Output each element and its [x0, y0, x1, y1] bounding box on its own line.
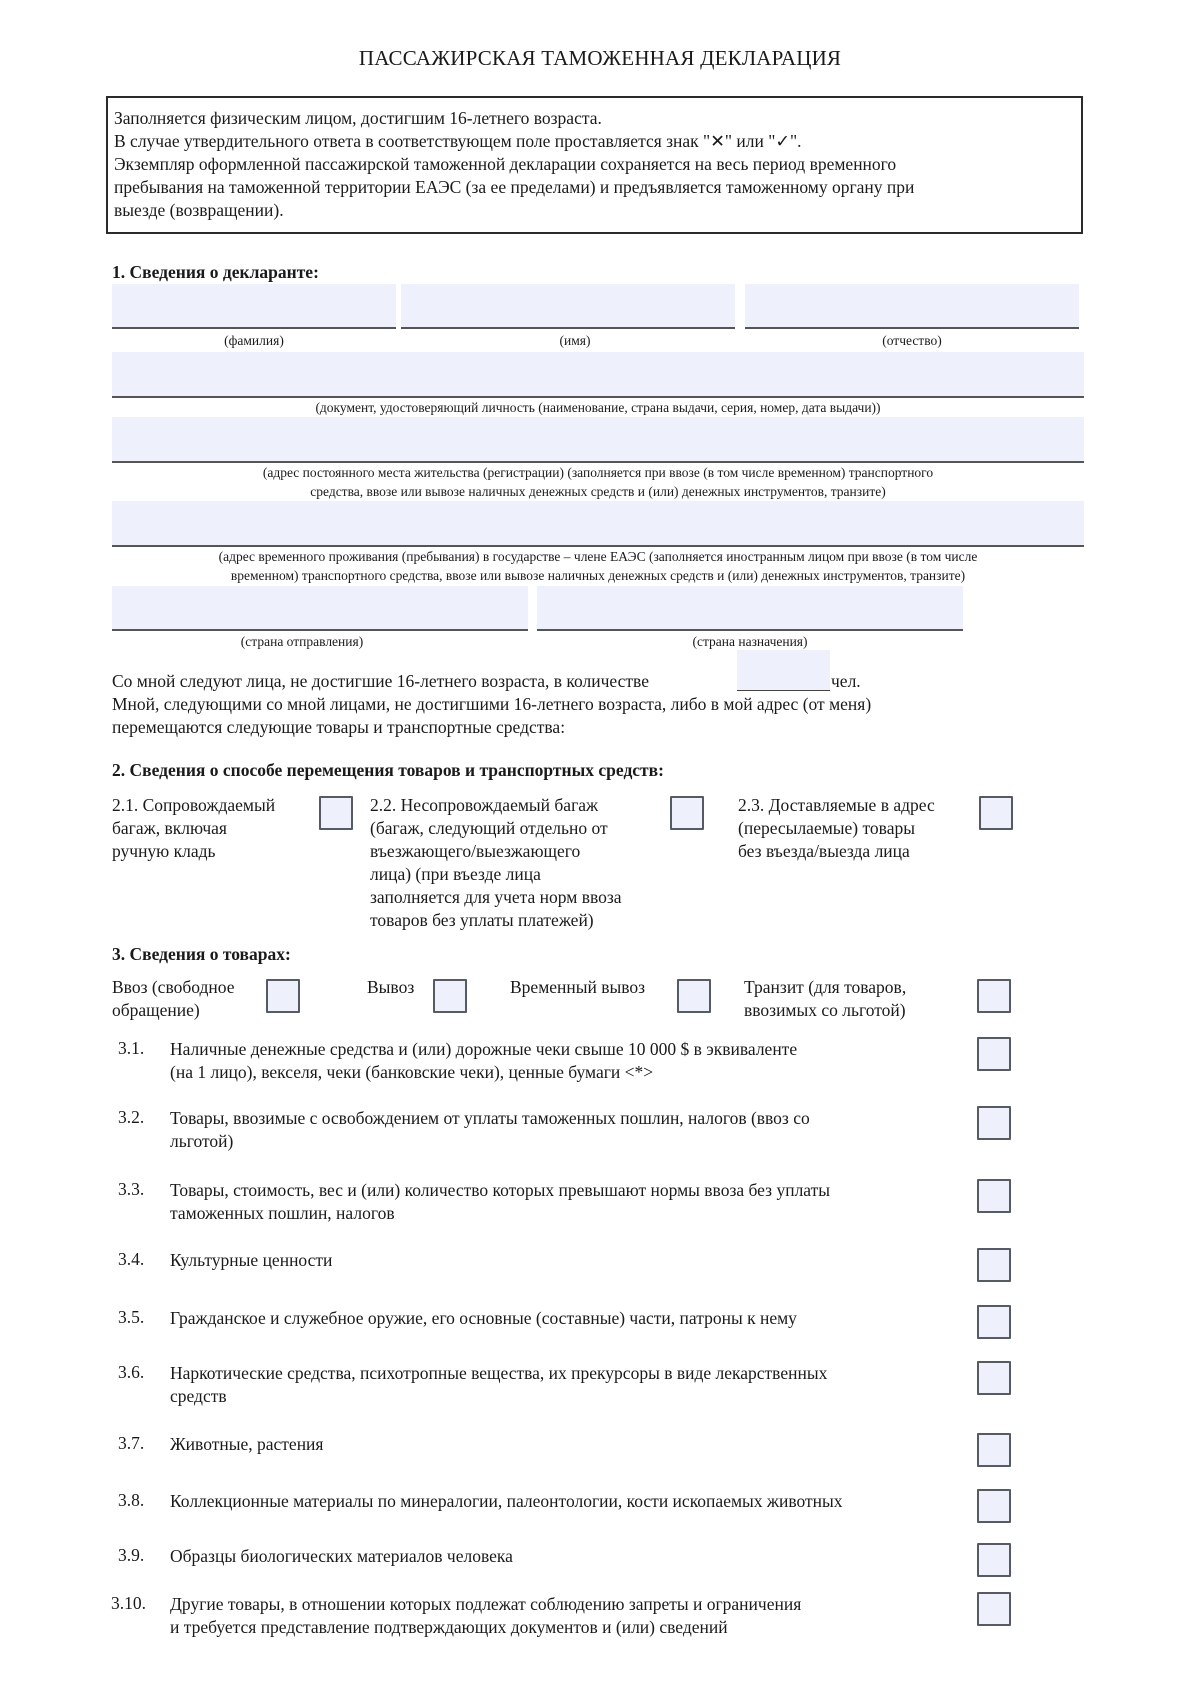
item-text: Гражданское и служебное оружие, его основные (составные) части, патроны к нему	[170, 1308, 797, 1328]
identity-document-caption: (документ, удостоверяющий личность (наименование, страна выдачи, серия, номер, дата выдачи))	[315, 400, 881, 415]
patronymic-field[interactable]	[745, 284, 1079, 329]
label-line: Ввоз (свободное	[112, 977, 235, 997]
notice-line: выезде (возвращении).	[114, 200, 284, 220]
item-text	[170, 1593, 801, 1639]
option-accompanied-baggage-label	[112, 794, 275, 863]
notice-line: пребывания на таможенной территории ЕАЭС (за ее пределами) и предъявляется таможенному органу при	[114, 177, 915, 197]
item-3-8-checkbox[interactable]	[977, 1489, 1011, 1523]
item-3-3-checkbox[interactable]	[977, 1179, 1011, 1213]
item-3-2-checkbox[interactable]	[977, 1106, 1011, 1140]
item-line: Товары, стоимость, вес и (или) количество которых превышают нормы ввоза без уплаты	[170, 1180, 831, 1200]
option-delivered-goods-label	[738, 794, 935, 863]
item-number: 3.3.	[118, 1179, 145, 1199]
surname-field[interactable]	[112, 284, 396, 329]
departure-country-caption: (страна отправления)	[240, 634, 364, 649]
identity-document-field[interactable]	[112, 352, 1084, 398]
direction-export-label: Вывоз	[367, 977, 415, 997]
item-number: 3.8.	[118, 1490, 145, 1510]
notice-line: Экземпляр оформленной пассажирской таможенной декларации сохраняется на весь период временного	[114, 154, 897, 174]
label-line: Транзит (для товаров,	[744, 977, 907, 997]
minors-count-field[interactable]	[737, 650, 830, 691]
item-line: Товары, ввозимые с освобождением от уплаты таможенных пошлин, налогов (ввоз со	[170, 1108, 810, 1128]
option-unaccompanied-baggage-label	[370, 794, 622, 932]
name-caption: (имя)	[559, 333, 591, 348]
label-line: лица) (при въезде лица	[370, 864, 541, 884]
item-text: Культурные ценности	[170, 1250, 333, 1270]
section2-heading: 2. Сведения о способе перемещения товаров и транспортных средств:	[112, 760, 664, 780]
caption-line: временном) транспортного средства, ввозе или вывозе наличных денежных средств и (или) денежных инструментов, транзите)	[230, 568, 966, 583]
delivered-goods-checkbox[interactable]	[979, 796, 1013, 830]
item-line: Наркотические средства, психотропные вещества, их прекурсоры в виде лекарственных	[170, 1363, 828, 1383]
label-line: обращение)	[112, 1000, 200, 1020]
item-number: 3.1.	[118, 1038, 145, 1058]
goods-intro	[112, 693, 871, 739]
item-line: и требуется представление подтверждающих документов и (или) сведений	[170, 1617, 728, 1637]
item-number: 3.4.	[118, 1249, 145, 1269]
label-line: багаж, включая	[112, 818, 227, 838]
notice-line: В случае утвердительного ответа в соответствующем поле проставляется знак "✕" или "✓".	[114, 131, 802, 151]
item-3-6-checkbox[interactable]	[977, 1361, 1011, 1395]
item-number: 3.2.	[118, 1107, 145, 1127]
item-line: льготой)	[170, 1131, 234, 1151]
label-line: заполняется для учета норм ввоза	[370, 887, 622, 907]
item-number: 3.10.	[111, 1593, 146, 1613]
label-line: 2.2. Несопровождаемый багаж	[370, 795, 599, 815]
item-text	[170, 1038, 797, 1084]
permanent-address-field[interactable]	[112, 417, 1084, 463]
label-line: ручную кладь	[112, 841, 216, 861]
item-line: Другие товары, в отношении которых подлежат соблюдению запреты и ограничения	[170, 1594, 802, 1614]
page-title: ПАССАЖИРСКАЯ ТАМОЖЕННАЯ ДЕКЛАРАЦИЯ	[358, 46, 842, 70]
item-3-10-checkbox[interactable]	[977, 1592, 1011, 1626]
item-number: 3.6.	[118, 1362, 145, 1382]
label-line: 2.1. Сопровождаемый	[112, 795, 276, 815]
section1-heading: 1. Сведения о декларанте:	[112, 262, 319, 282]
caption-line: (адрес временного проживания (пребывания) в государстве – члене ЕАЭС (заполняется иностранным лицом при ввозе (в том числе	[218, 549, 978, 564]
label-line: без въезда/выезда лица	[738, 841, 910, 861]
label-line: товаров без уплаты платежей)	[370, 910, 594, 930]
label-line: въезжающего/выезжающего	[370, 841, 581, 861]
item-text: Образцы биологических материалов человека	[170, 1546, 513, 1566]
export-checkbox[interactable]	[433, 979, 467, 1013]
item-line: Наличные денежные средства и (или) дорожные чеки свыше 10 000 $ в эквиваленте	[170, 1039, 798, 1059]
transit-checkbox[interactable]	[977, 979, 1011, 1013]
item-3-4-checkbox[interactable]	[977, 1248, 1011, 1282]
departure-country-field[interactable]	[112, 586, 528, 631]
unaccompanied-baggage-checkbox[interactable]	[670, 796, 704, 830]
item-number: 3.9.	[118, 1545, 145, 1565]
item-3-7-checkbox[interactable]	[977, 1433, 1011, 1467]
patronymic-caption: (отчество)	[882, 333, 942, 348]
minors-prefix: Со мной следуют лица, не достигшие 16-летнего возраста, в количестве	[112, 671, 649, 691]
surname-caption: (фамилия)	[224, 333, 284, 348]
direction-import-label	[112, 976, 235, 1022]
section3-heading: 3. Сведения о товарах:	[112, 944, 291, 964]
intro-line: перемещаются следующие товары и транспортные средства:	[112, 717, 566, 737]
minors-statement	[112, 670, 649, 693]
item-3-1-checkbox[interactable]	[977, 1037, 1011, 1071]
intro-line: Мной, следующими со мной лицами, не достигшими 16-летнего возраста, либо в мой адрес (от меня)	[112, 694, 872, 714]
import-checkbox[interactable]	[266, 979, 300, 1013]
caption-line: средства, ввозе или вывозе наличных денежных средств и (или) денежных инструментов, транзите)	[310, 484, 886, 499]
notice-line: Заполняется физическим лицом, достигшим 16-летнего возраста.	[114, 108, 602, 128]
minors-suffix: чел.	[831, 671, 861, 691]
direction-temporary-export-label: Временный вывоз	[510, 977, 646, 997]
label-line: (багаж, следующий отдельно от	[370, 818, 608, 838]
item-text: Животные, растения	[170, 1434, 324, 1454]
name-field[interactable]	[401, 284, 735, 329]
item-text	[170, 1107, 810, 1153]
label-line: (пересылаемые) товары	[738, 818, 915, 838]
item-line: (на 1 лицо), векселя, чеки (банковские чеки), ценные бумаги <*>	[170, 1062, 654, 1082]
direction-transit-label	[744, 976, 906, 1022]
item-number: 3.5.	[118, 1307, 145, 1327]
temporary-address-caption	[112, 547, 1084, 585]
destination-country-field[interactable]	[537, 586, 963, 631]
accompanied-baggage-checkbox[interactable]	[319, 796, 353, 830]
caption-line: (адрес постоянного места жительства (регистрации) (заполняется при ввозе (в том числе временном) транспортного	[262, 465, 934, 480]
instructions-box	[106, 96, 1083, 234]
temporary-address-field[interactable]	[112, 501, 1084, 547]
item-3-5-checkbox[interactable]	[977, 1305, 1011, 1339]
item-text	[170, 1179, 830, 1225]
item-text: Коллекционные материалы по минералогии, палеонтологии, кости ископаемых животных	[170, 1491, 843, 1511]
label-line: ввозимых со льготой)	[744, 1000, 906, 1020]
item-3-9-checkbox[interactable]	[977, 1543, 1011, 1577]
destination-country-caption: (страна назначения)	[692, 634, 808, 649]
item-line: таможенных пошлин, налогов	[170, 1203, 395, 1223]
permanent-address-caption	[112, 463, 1084, 501]
label-line: 2.3. Доставляемые в адрес	[738, 795, 935, 815]
item-number: 3.7.	[118, 1433, 145, 1453]
item-line: средств	[170, 1386, 227, 1406]
item-text	[170, 1362, 827, 1408]
temporary-export-checkbox[interactable]	[677, 979, 711, 1013]
